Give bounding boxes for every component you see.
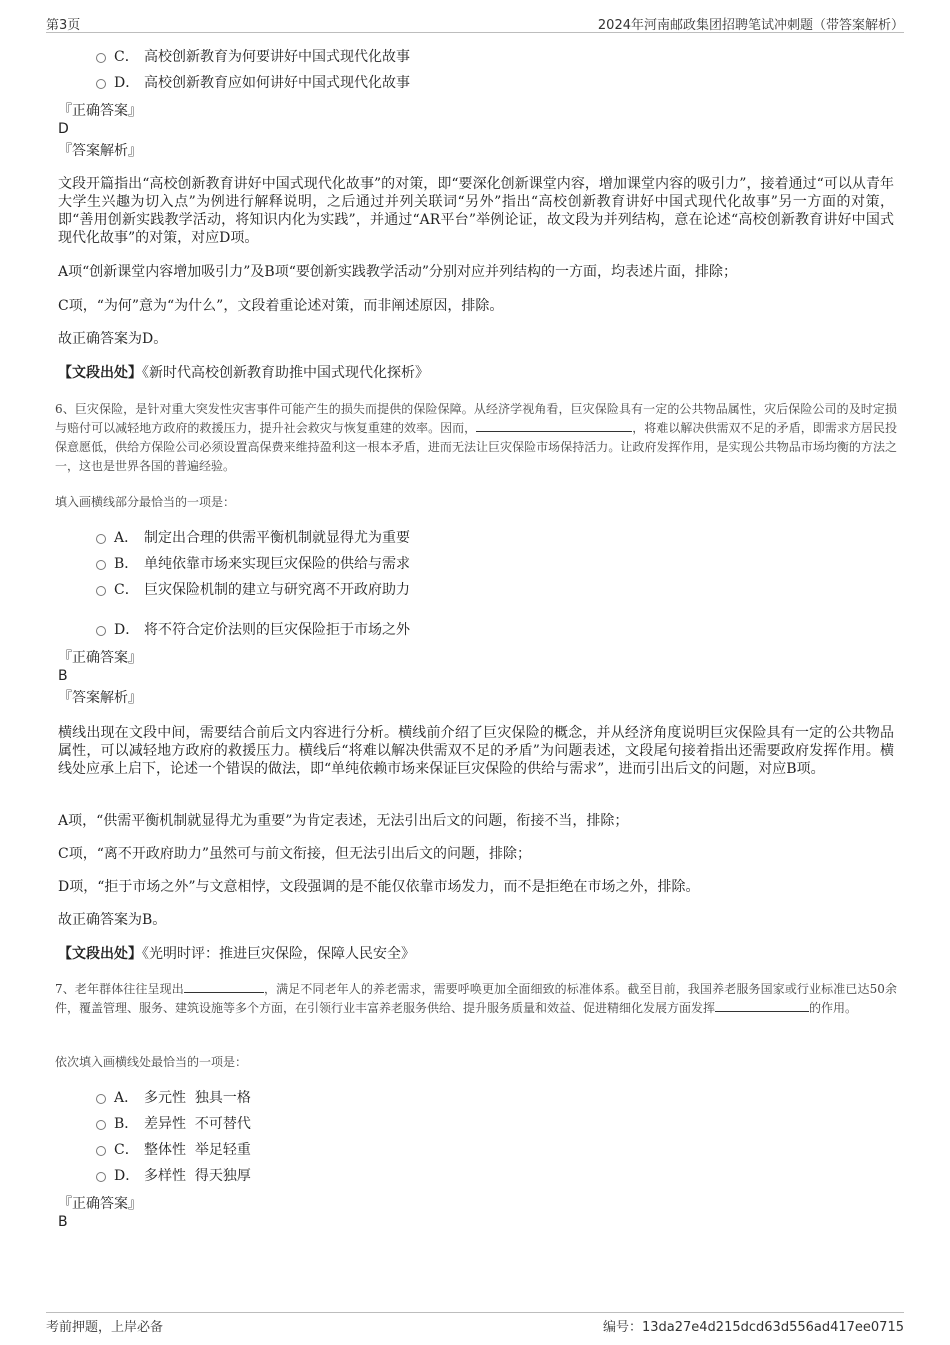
radio-icon[interactable] bbox=[96, 1172, 106, 1182]
page-footer bbox=[46, 1312, 904, 1335]
q6-analysis-paragraph: 横线出现在文段中间，需要结合前后文内容进行分析。横线前介绍了巨灾保险的概念，并从经济角度说明巨灾保险具有一定的公共物品属性，可以减轻地方政府的救援压力。横线后“将难以解决供需双不足的矛盾”为问题表述，文段尾句接着指出还需要政府发挥作用。横线处应承上启下，论述一个错误的做法，即“单纯依赖市场来保证巨灾保险的供给与需求”，进而引出后文的问题，对应B项。 bbox=[58, 725, 894, 777]
q6-analysis-label: 『答案解析』 bbox=[58, 690, 142, 706]
q6-answer-label: 『正确答案』 bbox=[58, 650, 142, 666]
page-header bbox=[46, 12, 904, 33]
q6-analysis-paragraph: 故正确答案为B。 bbox=[58, 912, 167, 928]
radio-icon[interactable] bbox=[96, 560, 106, 570]
q7-option-a[interactable]: A． 多元性 独具一格 bbox=[96, 1088, 251, 1108]
q6-analysis-paragraph: A项，“供需平衡机制就显得尤为重要”为肯定表述，无法引出后文的问题，衔接不当，排除； bbox=[58, 813, 629, 829]
q6-analysis-paragraph: C项，“离不开政府助力”虽然可与前文衔接，但无法引出后文的问题，排除； bbox=[58, 846, 532, 862]
q6-option-d[interactable]: D． 将不符合定价法则的巨灾保险拒于市场之外 bbox=[96, 620, 410, 640]
q5-answer-label: 『正确答案』 bbox=[58, 103, 142, 119]
q7-answer-label: 『正确答案』 bbox=[58, 1196, 142, 1212]
radio-icon[interactable] bbox=[96, 1146, 106, 1156]
q5-analysis-paragraph: A项“创新课堂内容增加吸引力”及B项“要创新实践教学活动”分别对应并列结构的一方面，均表述片面，排除； bbox=[58, 264, 738, 280]
q6-option-b[interactable]: B． 单纯依靠市场来实现巨灾保险的供给与需求 bbox=[96, 554, 410, 574]
radio-icon[interactable] bbox=[96, 586, 106, 596]
q5-option-c[interactable]: C． 高校创新教育为何要讲好中国式现代化故事 bbox=[96, 47, 410, 67]
document-title: 2024年河南邮政集团招聘笔试冲刺题（带答案解析） bbox=[597, 18, 904, 33]
q7-option-c[interactable]: C． 整体性 举足轻重 bbox=[96, 1140, 251, 1160]
q6-option-a[interactable]: A． 制定出合理的供需平衡机制就显得尤为重要 bbox=[96, 528, 410, 548]
radio-icon[interactable] bbox=[96, 53, 106, 63]
q7-prompt: 依次填入画横线处最恰当的一项是： bbox=[55, 1055, 248, 1069]
page-number: 第3页 bbox=[46, 18, 81, 33]
q6-source: 【文段出处】《光明时评：推进巨灾保险，保障人民安全》 bbox=[58, 946, 415, 962]
radio-icon[interactable] bbox=[96, 626, 106, 636]
radio-icon[interactable] bbox=[96, 534, 106, 544]
q5-analysis-paragraph: C项，“为何”意为“为什么”，文段着重论述对策，而非阐述原因，排除。 bbox=[58, 298, 504, 314]
fill-blank bbox=[476, 419, 632, 432]
q5-analysis-paragraph: 文段开篇指出“高校创新教育讲好中国式现代化故事”的对策，即“要深化创新课堂内容，增加课堂内容的吸引力”，接着通过“可以从青年大学生兴趣为切入点”为例进行解释说明，之后通过并列关联词“另外”指出“高校创新教育讲好中国式现代化故事”另一方面的对策，即“善用创新实践教学活动，将知识内化为实践”，并通过“AR平台”举例论证，故文段为并列结构，意在论述“高校创新教育讲好中国式现代化故事”的对策，对应D项。 bbox=[58, 176, 894, 246]
footer-code: 编号：13da27e4d215dcd63d556ad417ee0715 bbox=[602, 1320, 904, 1335]
radio-icon[interactable] bbox=[96, 1094, 106, 1104]
q7-answer: B bbox=[58, 1214, 68, 1230]
q7-option-d[interactable]: D． 多样性 得天独厚 bbox=[96, 1166, 251, 1186]
footer-slogan: 考前押题，上岸必备 bbox=[46, 1320, 164, 1335]
q6-answer: B bbox=[58, 668, 68, 684]
q5-analysis-label: 『答案解析』 bbox=[58, 143, 142, 159]
q7-option-b[interactable]: B． 差异性 不可替代 bbox=[96, 1114, 251, 1134]
q6-option-c[interactable]: C． 巨灾保险机制的建立与研究离不开政府助力 bbox=[96, 580, 410, 600]
q6-analysis-paragraph: D项，“拒于市场之外”与文意相悖，文段强调的是不能仅依靠市场发力，而不是拒绝在市场之外，排除。 bbox=[58, 879, 700, 895]
radio-icon[interactable] bbox=[96, 1120, 106, 1130]
q5-answer: D bbox=[58, 121, 69, 137]
fill-blank bbox=[184, 980, 264, 993]
q5-option-d[interactable]: D． 高校创新教育应如何讲好中国式现代化故事 bbox=[96, 73, 410, 93]
q7-stem: 7、老年群体往往呈现出 ，满足不同老年人的养老需求，需要呼唤更加全面细致的标准体系。截至目前，我国养老服务国家或行业标准已达50余件，覆盖管理、服务、建筑设施等多个方面，在引领行业丰富养老服务供给、提升服务质量和效益、促进精细化发展方面发挥 的作用。 bbox=[55, 982, 897, 1015]
q6-prompt: 填入画横线部分最恰当的一项是： bbox=[55, 495, 236, 509]
radio-icon[interactable] bbox=[96, 79, 106, 89]
q6-stem: 6、巨灾保险，是针对重大突发性灾害事件可能产生的损失而提供的保险保障。从经济学视角看，巨灾保险具有一定的公共物品属性，灾后保险公司的及时定损与赔付可以减轻地方政府的救援压力，提升社会救灾与恢复重建的效率。因而， ，将难以解决供需双不足的矛盾，即需求方居民投保意愿低，供给方保险公司必须设置高保费来维持盈利这一根本矛盾，进而无法让巨灾保险市场保持活力。让政府发挥作用，是实现公共物品市场均衡的方法之一，这也是世界各国的普遍经验。 bbox=[55, 402, 897, 473]
q5-source: 【文段出处】《新时代高校创新教育助推中国式现代化探析》 bbox=[58, 365, 429, 381]
fill-blank bbox=[715, 999, 809, 1012]
q5-analysis-paragraph: 故正确答案为D。 bbox=[58, 331, 168, 347]
